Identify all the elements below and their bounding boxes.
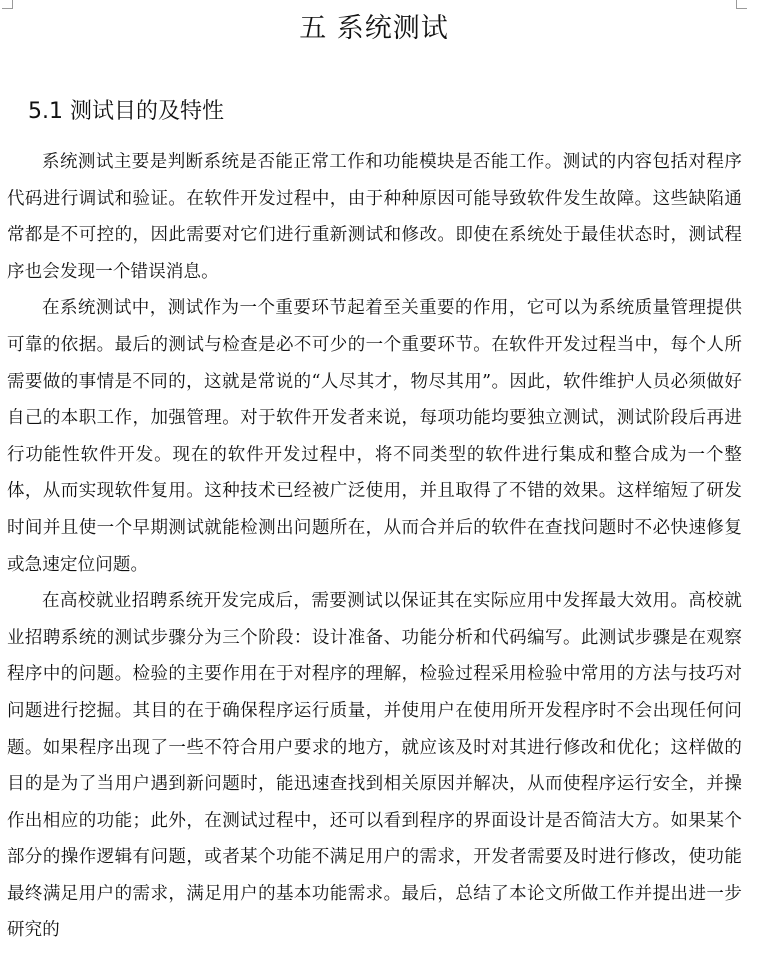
paragraph: 在系统测试中，测试作为一个重要环节起着至关重要的作用，它可以为系统质量管理提供可靠的依据。最后的测试与检查是必不可少的一个重要环节。在软件开发过程当中，每个人所需要做的事情是不同的，这就是常说的“人尽其才，物尽其用”。因此，软件维护人员必须做好自己的本职工作，加强管理。对于软件开发者来说，每项功能均要独立测试，测试阶段后再进行功能性软件开发。现在的软件开发过程中，将不同类型的软件进行集成和整合成为一个整体，从而实现软件复用。这种技术已经被广泛使用，并且取得了不错的效果。这样缩短了研发时间并且使一个早期测试就能检测出问题所在，从而合并后的软件在查找问题时不必快速修复或急速定位问题。 (7, 298, 742, 575)
section-title: 5.1 测试目的及特性 (28, 99, 224, 124)
chapter-title: 五 系统测试 (299, 13, 449, 44)
body-text (7, 144, 742, 949)
paragraph: 系统测试主要是判断系统是否能正常工作和功能模块是否能工作。测试的内容包括对程序代码进行调试和验证。在软件开发过程中，由于种种原因可能导致软件发生故障。这些缺陷通常都是不可控的，因此需要对它们进行重新测试和修改。即使在系统处于最佳状态时，测试程序也会发现一个错误消息。 (7, 152, 742, 282)
paragraph: 在高校就业招聘系统开发完成后，需要测试以保证其在实际应用中发挥最大效用。高校就业招聘系统的测试步骤分为三个阶段：设计准备、功能分析和代码编写。此测试步骤是在观察程序中的问题。检验的主要作用在于对程序的理解，检验过程采用检验中常用的方法与技巧对问题进行挖掘。其目的在于确保程序运行质量，并使用户在使用所开发程序时不会出现任何问题。如果程序出现了一些不符合用户要求的地方，就应该及时对其进行修改和优化；这样做的目的是为了当用户遇到新问题时，能迅速查找到相关原因并解决，从而使程序运行安全，并操作出相应的功能；此外，在测试过程中，还可以看到程序的界面设计是否简洁大方。如果某个部分的操作逻辑有问题，或者某个功能不满足用户的需求，开发者需要及时进行修改，使功能最终满足用户的需求，满足用户的基本功能需求。最后，总结了本论文所做工作并提出进一步研究的 (7, 591, 742, 941)
